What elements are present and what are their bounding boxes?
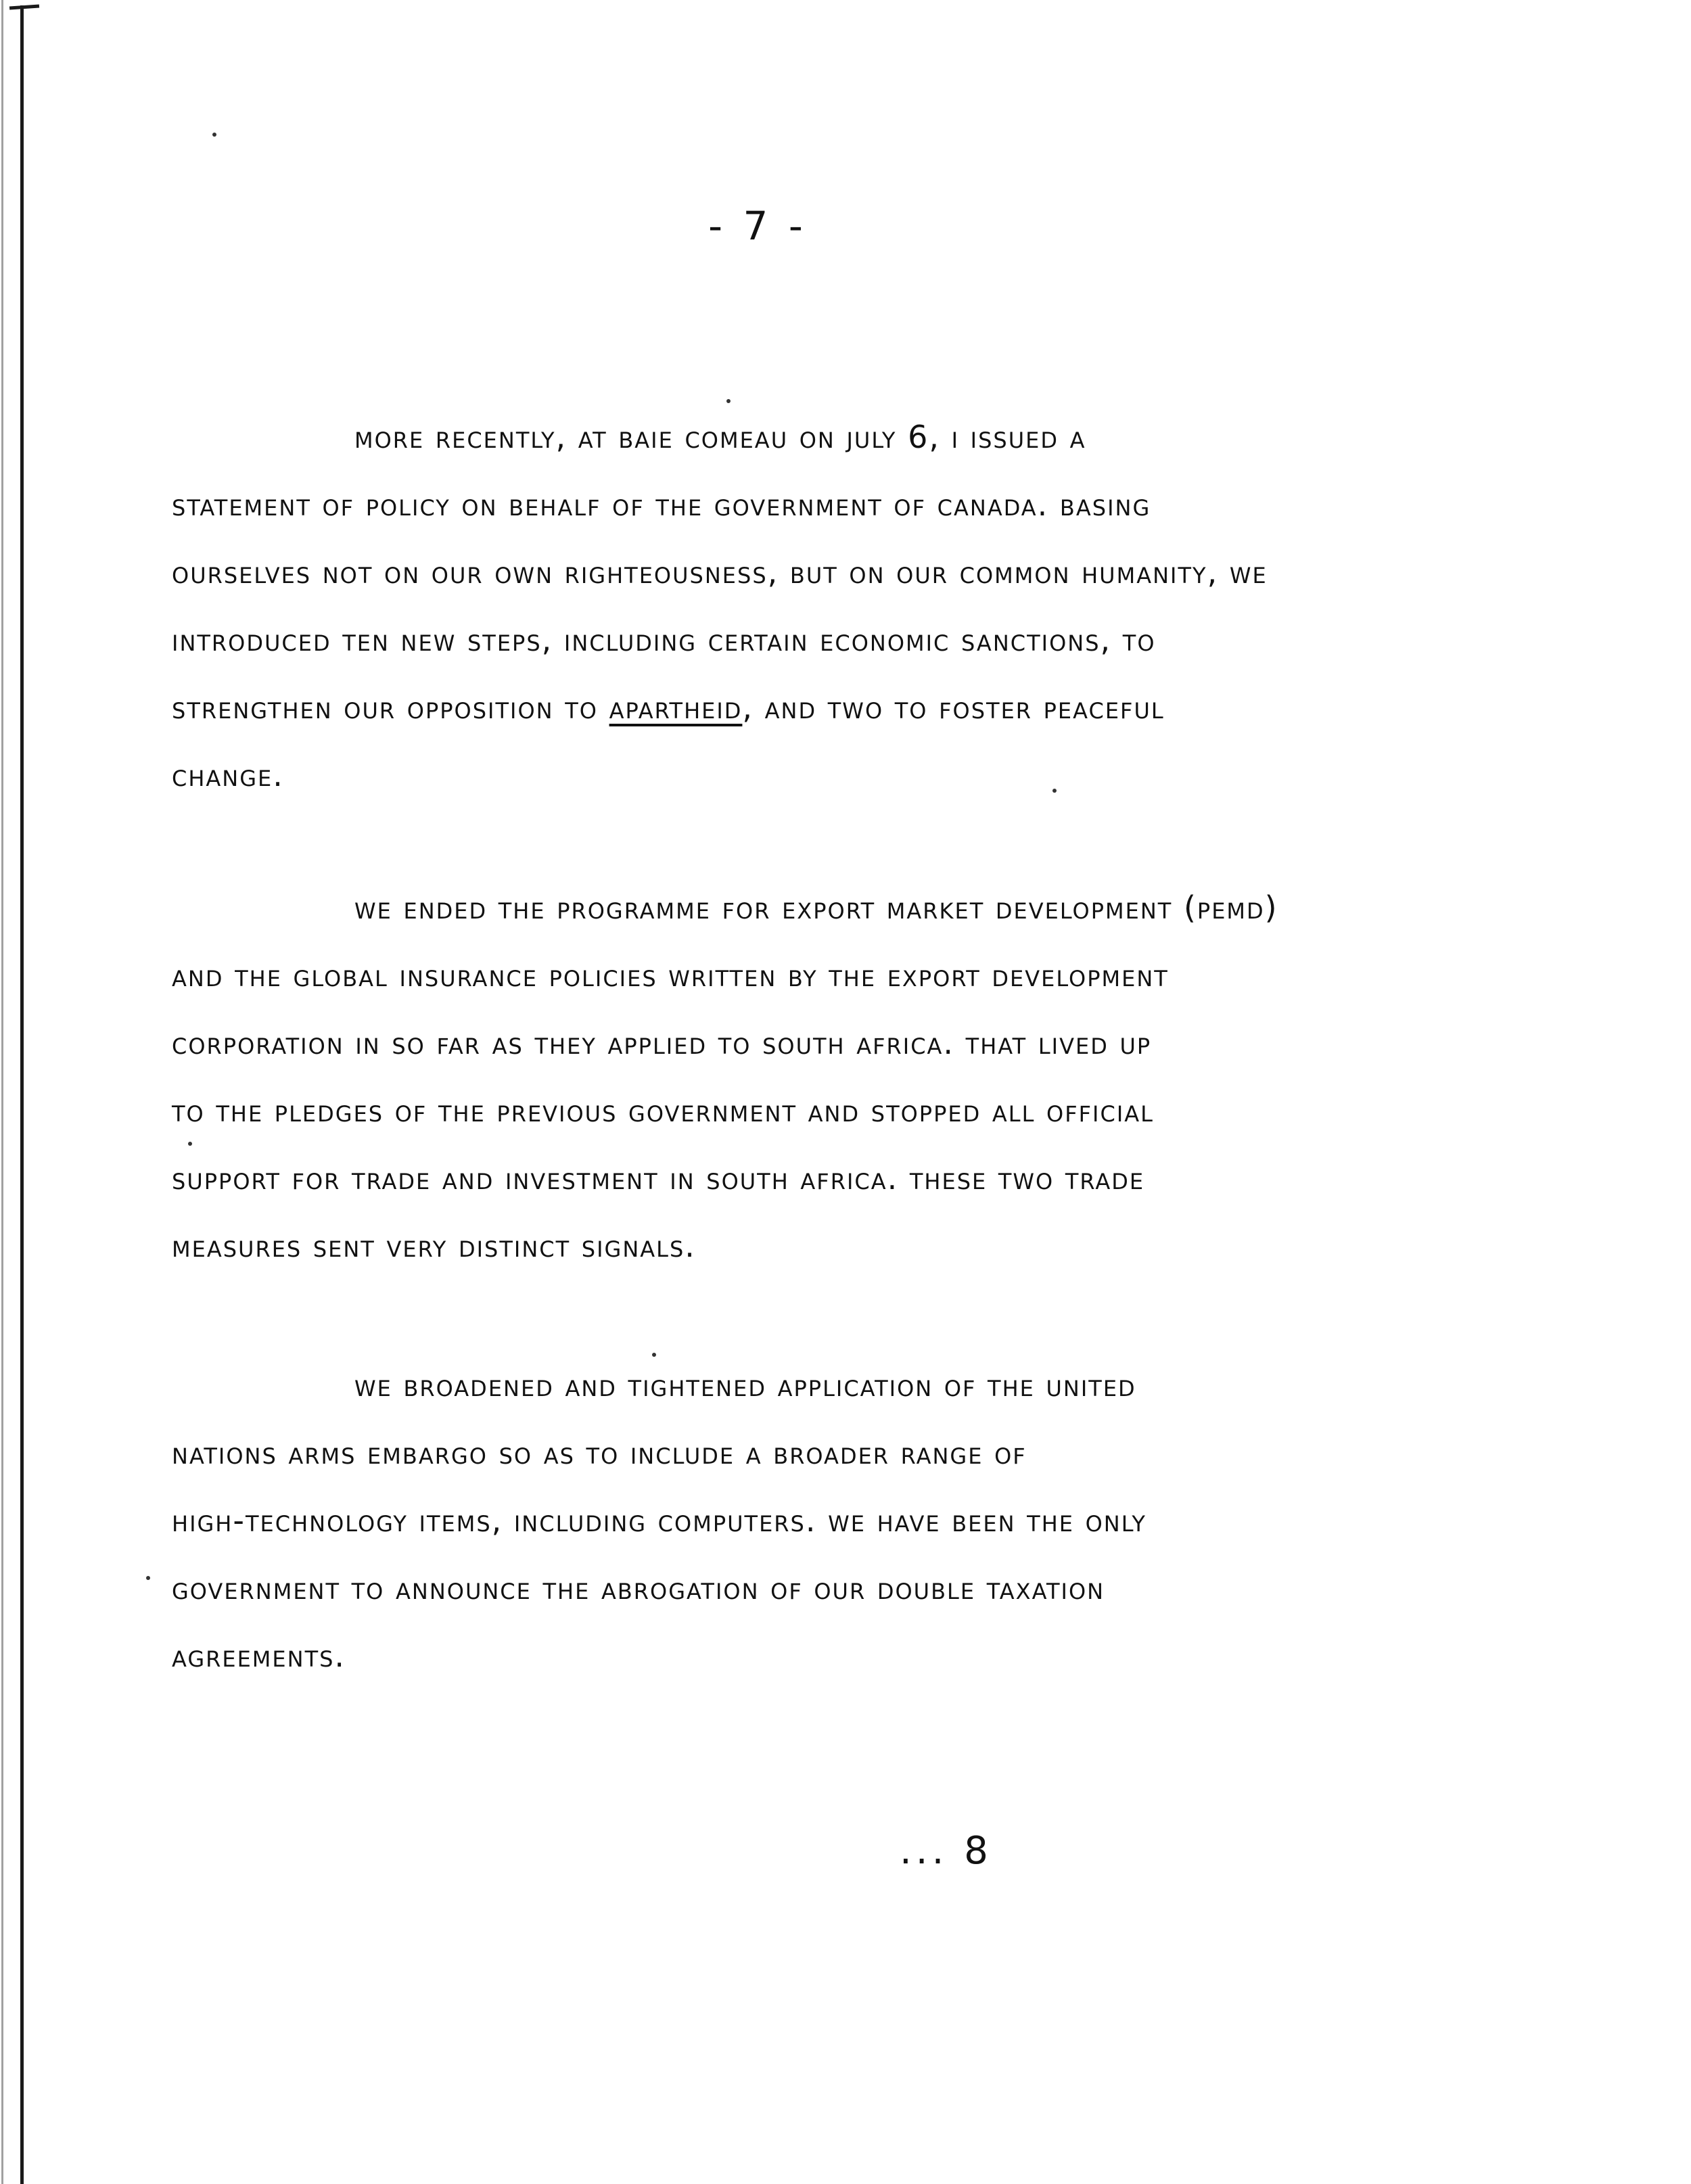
paragraph-line: and the global insurance policies written by the export development xyxy=(172,957,1169,994)
paragraph-line: statement of policy on behalf of the government of canada. basing xyxy=(172,486,1151,523)
paragraph-line: introduced ten new steps, including certain economic sanctions, to xyxy=(172,622,1156,658)
page-number: - 7 - xyxy=(708,203,807,249)
paragraph-line xyxy=(172,674,1362,741)
scan-corner-mark xyxy=(9,4,39,9)
paragraph-line: corporation in so far as they applied to south africa. that lived up xyxy=(172,1025,1152,1061)
paragraph-line: high-technology items, including computers. we have been the only xyxy=(172,1502,1146,1539)
scan-left-border xyxy=(20,5,24,2184)
paragraph-line: agreements. xyxy=(172,1637,346,1674)
line-text: strengthen our opposition to xyxy=(172,689,609,726)
scan-edge-shadow xyxy=(1,0,3,2184)
paragraph-pemd xyxy=(172,874,1362,1280)
paragraph-baie-comeau xyxy=(172,403,1362,809)
paragraph-line: we broadened and tightened application of the united xyxy=(354,1367,1136,1403)
paragraph-line: measures sent very distinct signals. xyxy=(172,1228,696,1264)
paragraph-line: support for trade and investment in south africa. these two trade xyxy=(172,1160,1145,1196)
underlined-term: apartheid xyxy=(609,689,743,726)
continuation-marker: ... 8 xyxy=(900,1829,992,1873)
scan-speck xyxy=(146,1576,150,1580)
paragraph-line: more recently, at baie comeau on july 6, i issued a xyxy=(354,419,1086,455)
paragraph-line: we ended the programme for export market development (pemd) xyxy=(354,889,1278,926)
paragraph-arms-embargo xyxy=(172,1351,1362,1690)
paragraph-line: to the pledges of the previous government and stopped all official xyxy=(172,1092,1154,1129)
scan-speck xyxy=(212,133,216,137)
paragraph-line: government to announce the abrogation of our double taxation xyxy=(172,1570,1105,1606)
line-text: , and two to foster peaceful xyxy=(742,689,1165,726)
paragraph-line: ourselves not on our own righteousness, but on our common humanity, we xyxy=(172,554,1268,590)
paragraph-line: change. xyxy=(172,757,284,793)
paragraph-line: nations arms embargo so as to include a broader range of xyxy=(172,1435,1027,1471)
